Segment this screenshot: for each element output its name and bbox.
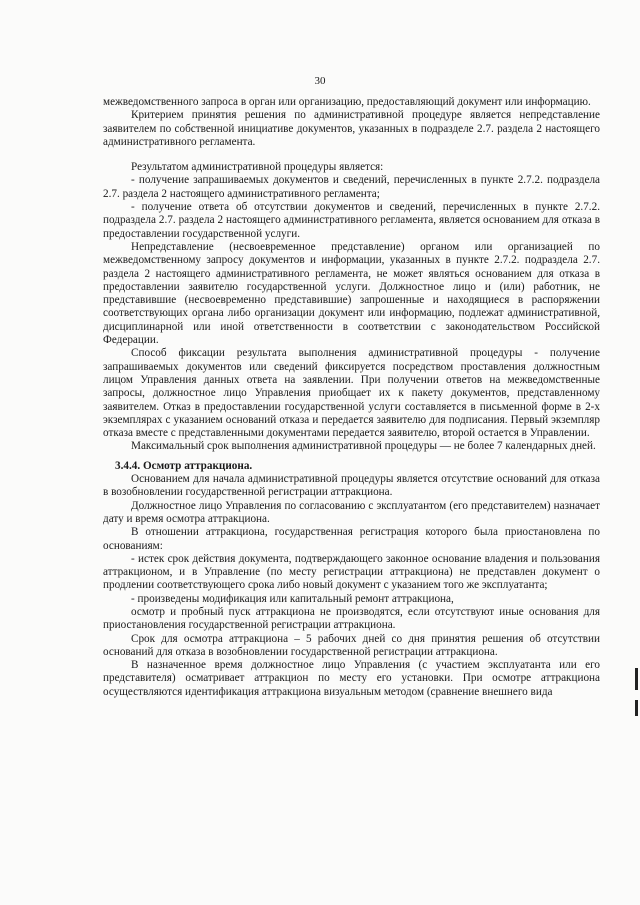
scan-edge-mark — [635, 700, 638, 716]
paragraph: Результатом административной процедуры является: — [131, 161, 384, 174]
paragraph: В назначенное время должностное лицо Управления (с участием эксплуатанта или его представителя) осматривает аттракцион по месту его установки. При осмотре аттракциона осуществляются идентификация аттракциона визуальным методом (сравнение внешнего вида — [103, 659, 600, 698]
section-heading: 3.4.4. Осмотр аттракциона. — [115, 459, 253, 472]
paragraph: Должностное лицо Управления по согласованию с эксплуатантом (его представителем) назначает дату и время осмотра аттракциона. — [103, 499, 600, 525]
paragraph: Срок для осмотра аттракциона – 5 рабочих дней со дня принятия решения об отсутствии оснований для отказа в возобновлении государственной регистрации аттракциона. — [103, 632, 600, 658]
paragraph: В отношении аттракциона, государственная регистрация которого была приостановлена по основаниям: — [103, 526, 600, 552]
paragraph: Основанием для начала административной процедуры является отсутствие оснований для отказа в возобновлении государственной регистрации аттракциона. — [103, 473, 600, 499]
document-body — [103, 96, 600, 699]
page-number: 30 — [314, 75, 326, 87]
scan-edge-mark — [635, 668, 638, 690]
paragraph: межведомственного запроса в орган или организацию, предоставляющий документ или информацию. — [103, 96, 591, 108]
paragraph: Максимальный срок выполнения административной процедуры — не более 7 календарных дней. — [131, 440, 596, 453]
list-item: - истек срок действия документа, подтверждающего законное основание владения и пользования аттракционом, и в Управление (по месту регистрации аттракциона) не представлен документ о продлении соответствующего срока либо новый документ с указанием того же эксплуатанта; — [103, 552, 600, 592]
paragraph: осмотр и пробный пуск аттракциона не производятся, если отсутствуют иные основания для приостановления государственной регистрации аттракциона. — [103, 605, 600, 632]
list-item: - получение запрашиваемых документов и сведений, перечисленных в пункте 2.7.2. подраздела 2.7. раздела 2 настоящего административного регламента; — [103, 174, 600, 200]
paragraph: Непредставление (несвоевременное представление) органом или организацией по межведомственному запросу документов и информации, указанных в пункте 2.7.2. подраздела 2.7. раздела 2 настоящего административного регламента, не может являться основанием для отказа в предоставлении заявителю государственной услуги. Должностное лицо и (или) работник, не представившие (несвоевременно представившие) запрошенные и находящиеся в распоряжении соответствующих органа либо организации документ или информацию, подлежат административной, дисциплинарной или иной ответственности в соответствии с законодательством Российской Федерации. — [103, 240, 600, 347]
paragraph: Критерием принятия решения по административной процедуре является непредставление заявителем по собственной инициативе документов, указанных в подразделе 2.7. раздела 2 настоящего административного регламента. — [103, 109, 600, 148]
list-item: - получение ответа об отсутствии документов и сведений, перечисленных в пункте 2.7.2. подраздела 2.7. раздела 2 настоящего административного регламента, является основанием для отказа в предоставлении государственной услуги. — [103, 201, 600, 240]
list-item: - произведены модификация или капитальный ремонт аттракциона, — [131, 592, 454, 605]
paragraph: Способ фиксации результата выполнения административной процедуры - получение запрашиваемых документов или сведений фиксируется посредством проставления должностным лицом Управления данных ответа на заявлении. При получении ответов на межведомственные запросы, должностное лицо Управления приобщает их к пакету документов, представленному заявителем. Отказ в предоставлении государственной услуги составляется в письменной форме в 2-х экземплярах с указанием оснований отказа и передается заявителю для подписания. Первый экземпляр отказа вместе с представленными документами передается заявителю, второй остается в Управлении. — [103, 347, 600, 440]
